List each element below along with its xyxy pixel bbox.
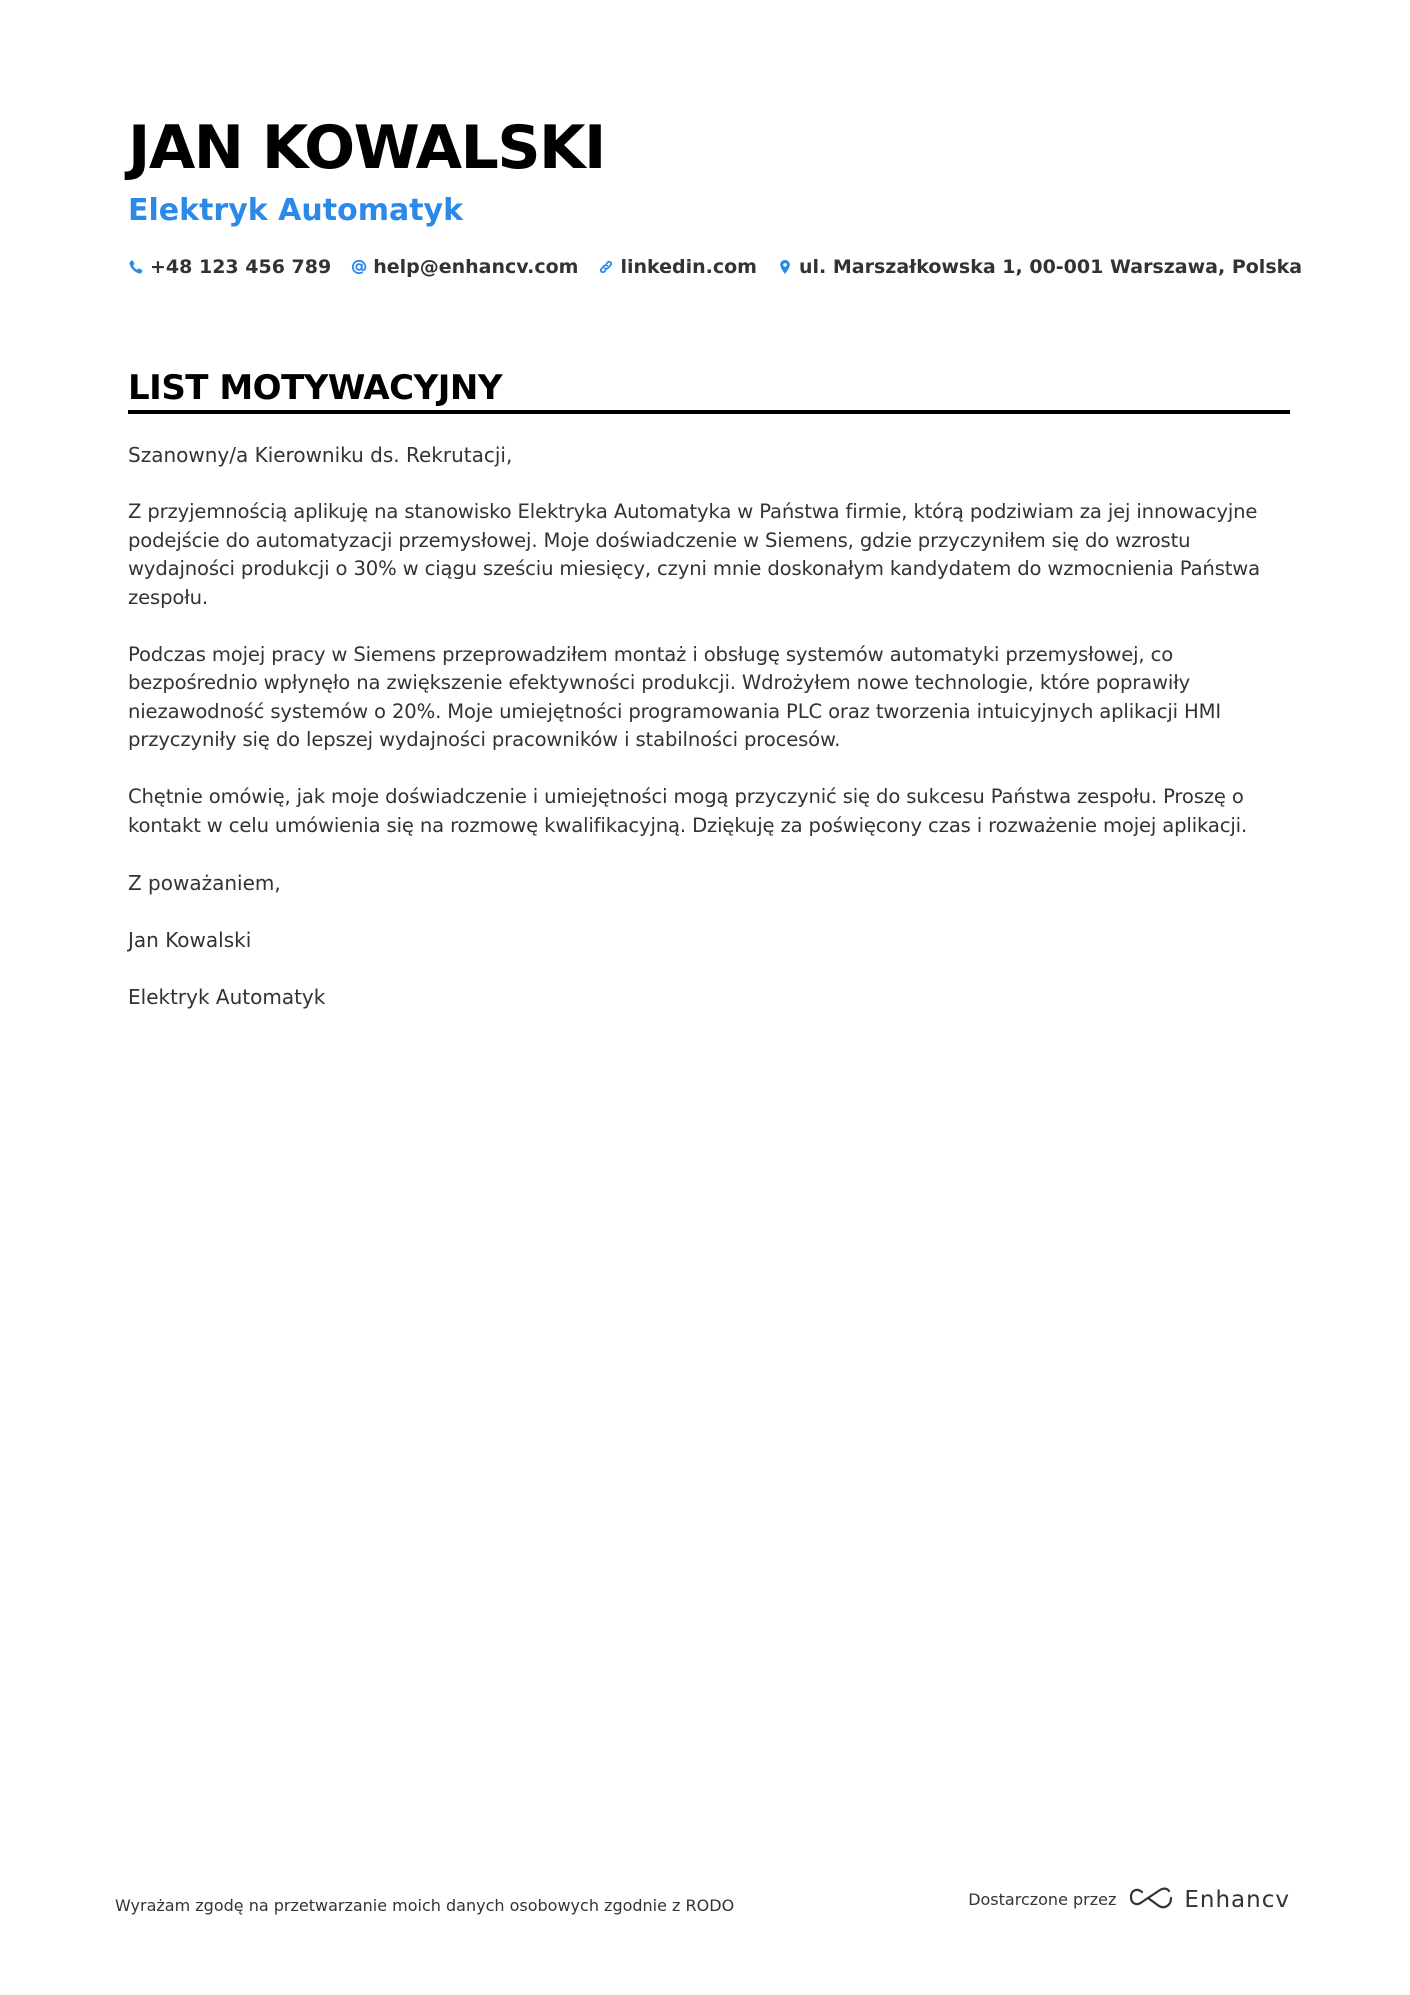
contact-phone[interactable] [128,252,331,282]
contact-phone-text: +48 123 456 789 [150,256,332,278]
contact-linkedin-text: linkedin.com [620,256,757,278]
letter-paragraph: Z przyjemnością aplikuję na stanowisko Elektryka Automatyka w Państwa firmie, którą podziwiam za jej innowacyjne podejście do automatyzacji przemysłowej. Moje doświadczenie w Siemens, gdzie przyczyniłem się do wzrostu wydajności produkcji o 30% w ciągu sześciu miesięcy, czyni mnie doskonałym kandydatem do wzmocnienia Państwa zespołu. [128,500,1261,609]
letter-paragraph: Podczas mojej pracy w Siemens przeprowadziłem montaż i obsługę systemów automatyki przemysłowej, co bezpośrednio wpłynęło na zwiększenie efektywności produkcji. Wdrożyłem nowe technologie, które poprawiły niezawodność systemów o 20%. Moje umiejętności programowania PLC oraz tworzenia intuicyjnych aplikacji HMI przyczyniły się do lepszej wydajności pracowników i stabilności procesów. [128,642,1221,751]
letter-closing: Z poważaniem, [128,870,281,895]
enhancv-logo-icon [1128,1885,1174,1915]
letter-body [128,441,1290,1040]
contact-address [777,252,1302,282]
letter-greeting: Szanowny/a Kierowniku ds. Rekrutacji, [128,443,513,467]
link-icon [598,259,614,275]
gdpr-consent: Wyrażam zgodę na przetwarzanie moich danych osobowych zgodnie z RODO [115,1896,735,1915]
contact-email-text: help@enhancv.com [373,256,579,278]
enhancv-brand[interactable] [1128,1885,1290,1915]
signature-title: Elektryk Automatyk [128,984,326,1009]
contact-email[interactable] [351,252,578,282]
candidate-name: JAN KOWALSKI [128,113,605,183]
phone-icon [128,259,144,275]
powered-by[interactable] [968,1885,1290,1915]
contact-bar [128,252,1302,282]
powered-by-label: Dostarczone przez [968,1890,1117,1909]
section-title: LIST MOTYWACYJNY [128,368,502,408]
section-divider [128,410,1290,414]
enhancv-brand-name: Enhancv [1184,1887,1290,1913]
map-pin-icon [777,259,793,275]
at-sign-icon [351,259,367,275]
letter-paragraph: Chętnie omówię, jak moje doświadczenie i umiejętności mogą przyczynić się do sukcesu Państwa zespołu. Proszę o kontakt w celu umówienia się na rozmowę kwalifikacyjną. Dziękuję za poświęcony czas i rozważenie mojej aplikacji. [128,785,1248,837]
contact-address-text: ul. Marszałkowska 1, 00-001 Warszawa, Polska [798,256,1303,278]
candidate-job-title: Elektryk Automatyk [128,193,464,228]
signature-name: Jan Kowalski [128,927,252,952]
contact-linkedin[interactable] [598,252,757,282]
